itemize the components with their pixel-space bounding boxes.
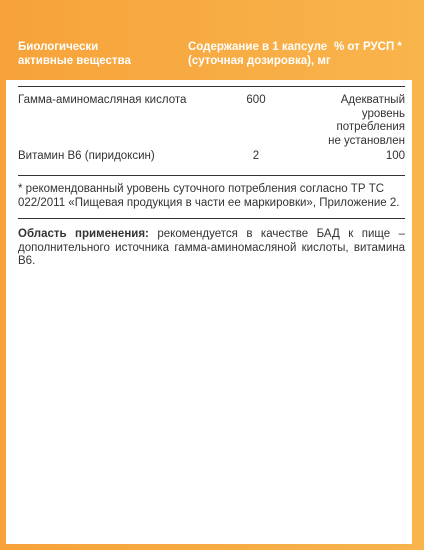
table-header (0, 0, 424, 80)
row-gaba-percent: Адекватный уровень потребления не установлен (328, 94, 405, 147)
usage-text: рекомендуется в качестве БАД к пище – дополнительного источника гамма-аминомасляной кислоты, витамина В6. (18, 228, 405, 267)
row-b6-percent: 100 (385, 150, 405, 162)
header-substances: Биологически активные вещества (18, 41, 131, 67)
footnote-rule (18, 218, 405, 219)
footnote: * рекомендованный уровень суточного потребления согласно ТР ТС 022/2011 «Пищевая продукция в части ее маркировки», Приложение 2. (18, 183, 400, 209)
row-gaba-amount: 600 (246, 94, 266, 106)
usage-paragraph (18, 228, 405, 269)
row-b6-amount: 2 (252, 150, 260, 162)
table-bottom-rule (18, 175, 405, 176)
usage-label: Область применения: (18, 228, 149, 240)
row-b6-name: Витамин В6 (пиридоксин) (18, 150, 155, 162)
header-percent: % от РУСП * (334, 41, 402, 53)
table-top-rule (18, 86, 405, 87)
row-gaba-name: Гамма-аминомасляная кислота (18, 94, 187, 106)
header-content: Содержание в 1 капсуле (суточная дозировка), мг (188, 41, 331, 67)
